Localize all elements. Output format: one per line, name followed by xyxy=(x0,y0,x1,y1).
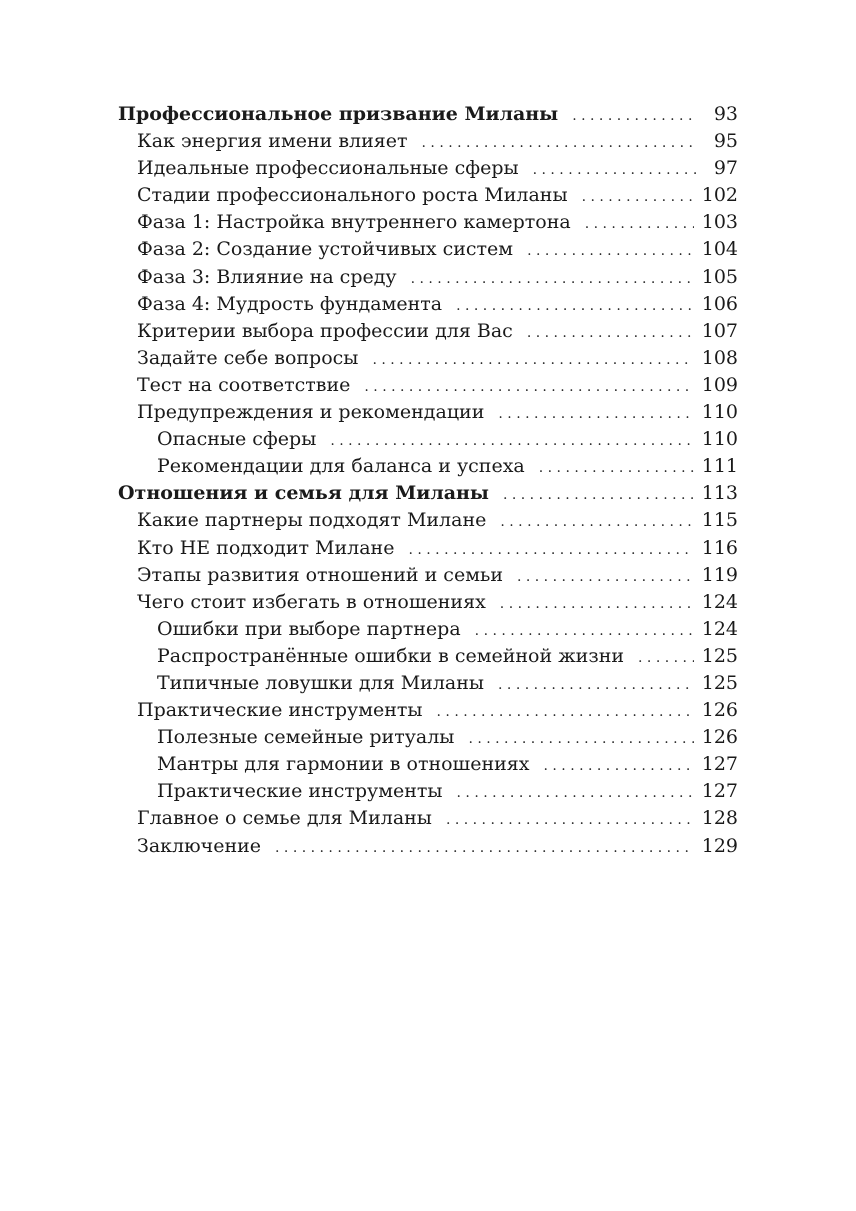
toc-entry[interactable] xyxy=(118,264,738,291)
dot-leader xyxy=(539,455,694,482)
toc-entry-title: Стадии профессионального роста Миланы xyxy=(137,184,568,207)
dot-leader xyxy=(498,672,694,699)
dot-leader xyxy=(533,157,696,184)
toc-entry-page-number: 93 xyxy=(713,103,738,125)
toc-entry-page-number: 125 xyxy=(701,671,738,694)
toc-entry-page-number: 126 xyxy=(701,699,738,722)
toc-entry[interactable] xyxy=(118,399,738,426)
toc-entry-title: Заключение xyxy=(137,834,262,857)
toc-entry-page-number: 113 xyxy=(701,482,738,505)
toc-entry-title: Чего стоит избегать в отношениях xyxy=(137,590,486,613)
toc-entry-title: Мантры для гармонии в отношениях xyxy=(157,753,530,776)
toc-entry[interactable] xyxy=(118,209,738,236)
dot-leader xyxy=(517,564,694,591)
toc-entry-title: Критерии выбора профессии для Вас xyxy=(137,319,513,342)
toc-entry[interactable] xyxy=(118,128,738,155)
toc-entry-title: Тест на соответствие xyxy=(137,373,351,396)
dot-leader xyxy=(437,699,694,726)
toc-entry[interactable] xyxy=(118,155,738,182)
toc-entry-title: Главное о семье для Миланы xyxy=(137,807,432,830)
toc-entry-title: Распространённые ошибки в семейной жизни xyxy=(157,644,625,667)
toc-entry-page-number: 124 xyxy=(701,590,738,613)
toc-entry[interactable] xyxy=(118,697,738,724)
table-of-contents xyxy=(118,101,738,860)
toc-entry[interactable] xyxy=(118,345,738,372)
dot-leader xyxy=(411,266,694,293)
toc-entry-page-number: 105 xyxy=(701,265,738,288)
toc-entry-page-number: 128 xyxy=(701,807,738,830)
toc-entry[interactable] xyxy=(118,318,738,345)
toc-entry[interactable] xyxy=(118,562,738,589)
toc-entry-title: Рекомендации для баланса и успеха xyxy=(157,455,525,478)
toc-chapter-entry[interactable] xyxy=(118,101,738,128)
toc-entry-page-number: 104 xyxy=(701,238,738,261)
toc-entry-page-number: 95 xyxy=(713,130,738,153)
dot-leader xyxy=(364,374,693,401)
toc-entry-page-number: 124 xyxy=(701,617,738,640)
dot-leader xyxy=(468,726,693,753)
dot-leader xyxy=(330,428,693,455)
toc-entry[interactable] xyxy=(118,535,738,562)
toc-entry-page-number: 109 xyxy=(701,373,738,396)
toc-entry-page-number: 125 xyxy=(701,644,738,667)
toc-entry[interactable] xyxy=(118,236,738,263)
toc-entry-title: Кто НЕ подходит Милане xyxy=(137,536,395,559)
toc-entry-page-number: 102 xyxy=(701,184,738,207)
toc-entry[interactable] xyxy=(118,182,738,209)
toc-entry-title: Практические инструменты xyxy=(137,699,423,722)
toc-entry-page-number: 108 xyxy=(701,346,738,369)
toc-entry-title: Опасные сферы xyxy=(157,428,317,451)
toc-entry[interactable] xyxy=(118,805,738,832)
toc-chapter-entry[interactable] xyxy=(118,480,738,507)
dot-leader xyxy=(572,103,696,130)
toc-entry[interactable] xyxy=(118,507,738,534)
toc-entry-title: Задайте себе вопросы xyxy=(137,346,359,369)
dot-leader xyxy=(544,753,694,780)
toc-entry-page-number: 127 xyxy=(701,753,738,776)
toc-entry[interactable] xyxy=(118,616,738,643)
dot-leader xyxy=(275,835,694,862)
dot-leader xyxy=(498,401,693,428)
dot-leader xyxy=(500,509,693,536)
toc-entry-title: Какие партнеры подходят Милане xyxy=(137,509,487,532)
dot-leader xyxy=(457,780,694,807)
dot-leader xyxy=(585,211,694,238)
dot-leader xyxy=(475,618,694,645)
toc-entry-title: Типичные ловушки для Миланы xyxy=(157,671,485,694)
toc-entry[interactable] xyxy=(118,453,738,480)
toc-entry-title: Предупреждения и рекомендации xyxy=(137,401,485,424)
toc-entry-title: Фаза 3: Влияние на среду xyxy=(137,265,397,288)
dot-leader xyxy=(446,807,694,834)
toc-entry-title: Как энергия имени влияет xyxy=(137,130,408,153)
toc-entry-page-number: 103 xyxy=(701,211,738,234)
toc-entry-title: Полезные семейные ритуалы xyxy=(157,726,455,749)
toc-entry[interactable] xyxy=(118,778,738,805)
dot-leader xyxy=(527,238,694,265)
toc-entry[interactable] xyxy=(118,833,738,860)
toc-entry-page-number: 126 xyxy=(701,726,738,749)
toc-entry[interactable] xyxy=(118,291,738,318)
toc-entry-title: Этапы развития отношений и семьи xyxy=(137,563,503,586)
toc-entry[interactable] xyxy=(118,751,738,778)
toc-entry-page-number: 111 xyxy=(701,455,738,478)
dot-leader xyxy=(372,347,693,374)
toc-entry[interactable] xyxy=(118,589,738,616)
dot-leader xyxy=(456,293,694,320)
toc-entry-page-number: 110 xyxy=(701,428,738,451)
toc-entry-title: Профессиональное призвание Миланы xyxy=(118,103,559,125)
toc-entry-page-number: 110 xyxy=(701,401,738,424)
toc-entry-title: Ошибки при выборе партнера xyxy=(157,617,461,640)
toc-entry-page-number: 107 xyxy=(701,319,738,342)
toc-entry-page-number: 129 xyxy=(701,834,738,857)
toc-entry-title: Фаза 4: Мудрость фундамента xyxy=(137,292,443,315)
toc-entry[interactable] xyxy=(118,643,738,670)
dot-leader xyxy=(422,130,696,157)
dot-leader xyxy=(527,320,694,347)
toc-entry[interactable] xyxy=(118,426,738,453)
dot-leader xyxy=(408,537,693,564)
toc-entry-title: Отношения и семья для Миланы xyxy=(118,482,489,505)
toc-entry[interactable] xyxy=(118,670,738,697)
toc-entry[interactable] xyxy=(118,372,738,399)
dot-leader xyxy=(582,184,694,211)
toc-entry-page-number: 119 xyxy=(701,563,738,586)
toc-entry-title: Практические инструменты xyxy=(157,780,443,803)
toc-entry-title: Фаза 1: Настройка внутреннего камертона xyxy=(137,211,571,234)
toc-entry-title: Идеальные профессиональные сферы xyxy=(137,157,519,180)
toc-entry-page-number: 127 xyxy=(701,780,738,803)
dot-leader xyxy=(503,482,694,509)
dot-leader xyxy=(638,645,694,672)
toc-entry-page-number: 106 xyxy=(701,292,738,315)
toc-entry[interactable] xyxy=(118,724,738,751)
toc-entry-page-number: 115 xyxy=(701,509,738,532)
toc-entry-title: Фаза 2: Создание устойчивых систем xyxy=(137,238,514,261)
toc-entry-page-number: 97 xyxy=(713,157,738,180)
dot-leader xyxy=(500,591,694,618)
toc-entry-page-number: 116 xyxy=(701,536,738,559)
